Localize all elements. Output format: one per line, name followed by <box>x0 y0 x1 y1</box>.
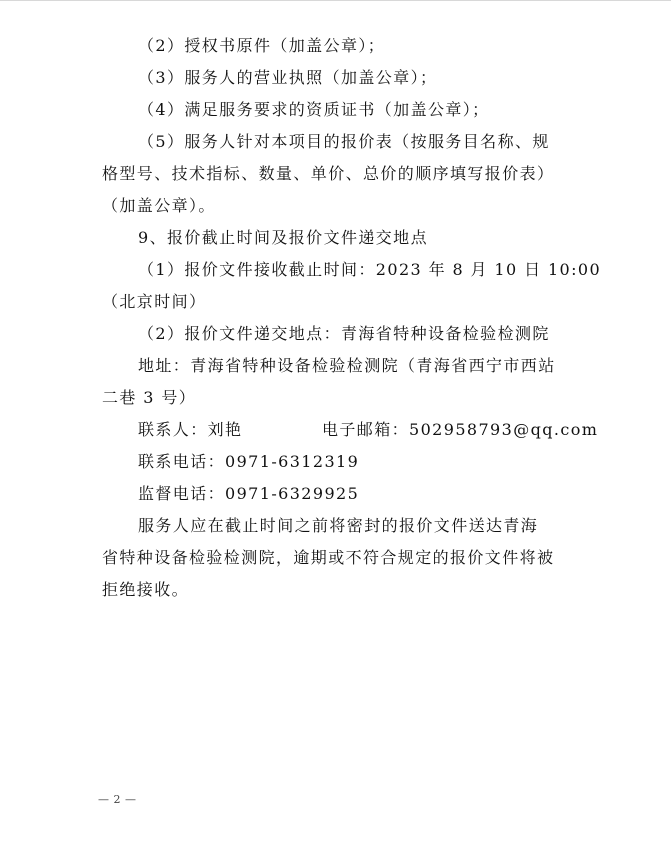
contact-person: 联系人：刘艳 <box>138 420 243 439</box>
list-item-qualification: （4）满足服务要求的资质证书（加盖公章）； <box>138 100 490 119</box>
section-heading: 9、报价截止时间及报价文件递交地点 <box>138 228 428 247</box>
closing-paragraph-line-1: 服务人应在截止时间之前将密封的报价文件送达青海 <box>138 516 539 535</box>
contact-email: 电子邮箱：502958793@qq.com <box>322 420 599 439</box>
closing-paragraph-line-2: 省特种设备检验检测院，逾期或不符合规定的报价文件将被 <box>102 548 555 567</box>
deadline-line-1: （1）报价文件接收截止时间：2023 年 8 月 10 日 10:00 <box>138 260 602 279</box>
list-item-quotation-line-1: （5）服务人针对本项目的报价表（按服务目名称、规 <box>138 132 550 151</box>
contact-phone: 联系电话：0971-6312319 <box>138 452 360 471</box>
list-item-business-license: （3）服务人的营业执照（加盖公章）； <box>138 68 438 87</box>
closing-paragraph-line-3: 拒绝接收。 <box>102 580 190 599</box>
supervision-phone: 监督电话：0971-6329925 <box>138 484 360 503</box>
list-item-quotation-line-2: 格型号、技术指标、数量、单价、总价的顺序填写报价表） <box>102 164 555 183</box>
submission-location: （2）报价文件递交地点：青海省特种设备检验检测院 <box>138 324 550 343</box>
address-line-1: 地址：青海省特种设备检验检测院（青海省西宁市西站 <box>138 356 556 375</box>
list-item-authorization: （2）授权书原件（加盖公章）； <box>138 36 386 55</box>
top-divider <box>0 0 671 1</box>
page-number: — 2 — <box>98 793 137 806</box>
list-item-quotation-line-3: （加盖公章）。 <box>102 196 216 215</box>
address-line-2: 二巷 3 号） <box>102 388 197 407</box>
deadline-line-2: （北京时间） <box>102 292 207 311</box>
